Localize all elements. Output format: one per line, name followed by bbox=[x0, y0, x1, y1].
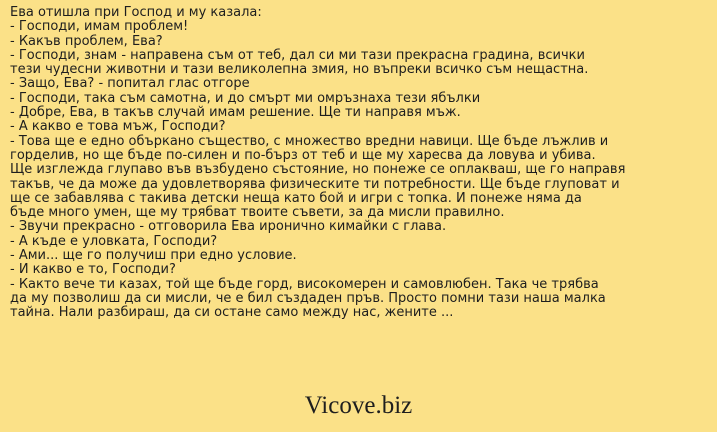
joke-line: ще се забавлява с такива детски неща като бой и игри с топка. И понеже няма да bbox=[10, 190, 582, 206]
joke-line: - А къде е уловката, Господи? bbox=[10, 233, 218, 249]
joke-line: - Какъв проблем, Ева? bbox=[10, 33, 163, 49]
joke-line: тези чудесни животни и тази великолепна змия, но въпреки всичко съм нещастна. bbox=[10, 62, 589, 78]
joke-line: тайна. Нали разбираш, да си остане само между нас, жените ... bbox=[10, 305, 454, 321]
joke-line: - А какво е това мъж, Господи? bbox=[10, 119, 226, 135]
joke-line: - Както вече ти казах, той ще бъде горд, високомерен и самовлюбен. Така че трябва bbox=[10, 276, 599, 292]
site-watermark: Vicove.biz bbox=[304, 392, 413, 419]
joke-line: Ще изглежда глупаво във възбудено състояние, но понеже се оплакваш, ще го направя bbox=[10, 162, 626, 178]
joke-line: - Това ще е едно объркано същество, с множество вредни навици. Ще бъде лъжлив и bbox=[10, 133, 609, 149]
joke-line: Ева отишла при Господ и му казала: bbox=[10, 5, 262, 20]
joke-line: - Господи, знам - направена съм от теб, дал си ми тази прекрасна градина, всички bbox=[10, 47, 585, 63]
joke-line: - Звучи прекрасно - отговорила Ева иронично кимайки с глава. bbox=[10, 219, 447, 235]
joke-line: - И какво е то, Господи? bbox=[10, 262, 176, 278]
joke-line: горделив, но ще бъде по-силен и по-бърз от теб и ще му харесва да ловува и убива. bbox=[10, 147, 596, 163]
joke-line: такъв, че да може да удовлетворява физическите ти потребности. Ще бъде глуповат и bbox=[10, 176, 620, 192]
joke-line: - Господи, така съм самотна, и до смърт ми омръзнаха тези ябълки bbox=[10, 90, 481, 106]
joke-text-block bbox=[10, 6, 713, 321]
joke-line: - Ами... ще го получиш при едно условие. bbox=[10, 248, 297, 264]
joke-line: - Господи, имам проблем! bbox=[10, 19, 189, 35]
joke-line: - Добре, Ева, в такъв случай имам решение. Ще ти направя мъж. bbox=[10, 105, 461, 121]
joke-line: да му позволиш да си мисли, че е бил създаден пръв. Просто помни тази наша малка bbox=[10, 290, 606, 306]
joke-line: - Защо, Ева? - попитал глас отгоре bbox=[10, 76, 250, 92]
joke-line: бъде много умен, ще му трябват твоите съвети, за да мисли правилно. bbox=[10, 205, 505, 221]
